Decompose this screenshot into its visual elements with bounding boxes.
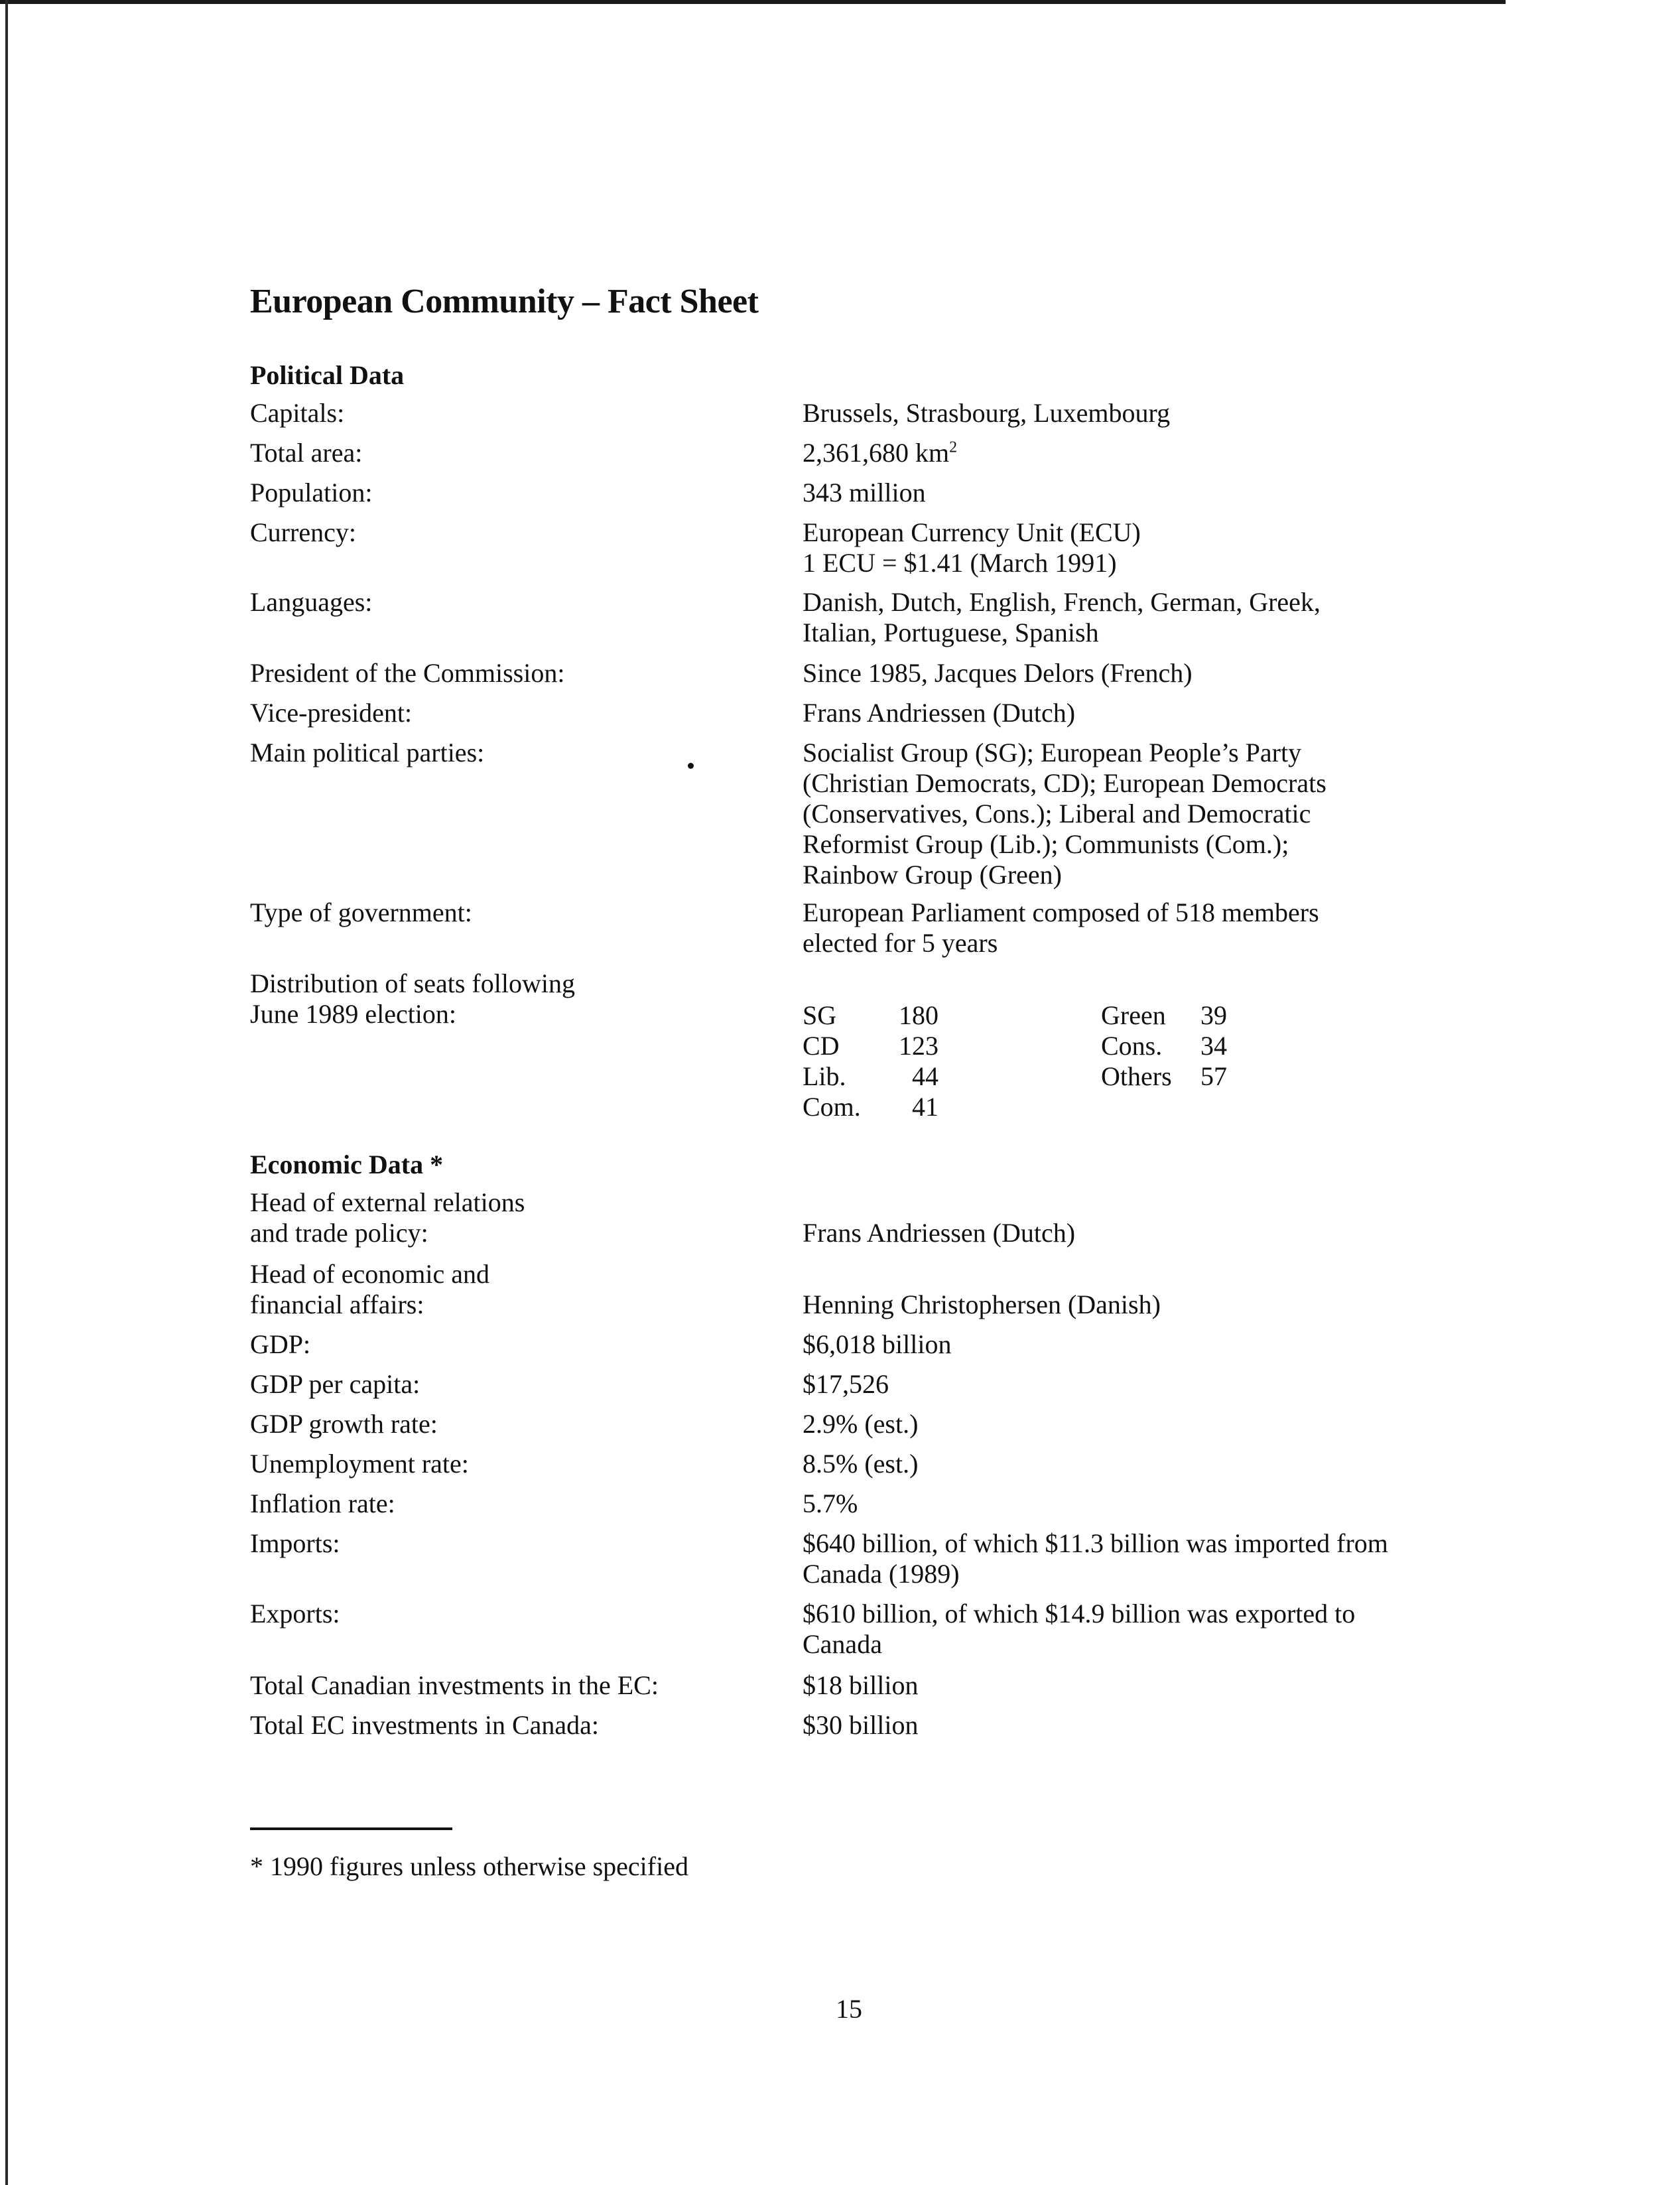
seat-party: SG xyxy=(803,1000,837,1030)
seat-count: 180 xyxy=(899,1000,938,1030)
population-label: Population: xyxy=(250,478,373,507)
inflation-value: 5.7% xyxy=(803,1489,858,1518)
president-value: Since 1985, Jacques Delors (French) xyxy=(803,658,1193,688)
seat-party: CD xyxy=(803,1031,840,1061)
seat-party: Green xyxy=(1101,1000,1166,1030)
footnote-divider xyxy=(250,1827,452,1830)
page-title: European Community – Fact Sheet xyxy=(250,283,759,320)
government-type-label: Type of government: xyxy=(250,897,472,927)
inflation-label: Inflation rate: xyxy=(250,1489,395,1518)
unemployment-label: Unemployment rate: xyxy=(250,1449,469,1479)
ec-investments-value: $30 billion xyxy=(803,1710,919,1740)
seat-count: 41 xyxy=(912,1092,938,1122)
seat-party: Com. xyxy=(803,1092,861,1122)
total-area-label: Total area: xyxy=(250,438,363,468)
gdp-per-capita-value: $17,526 xyxy=(803,1369,889,1399)
languages-value: Danish, Dutch, English, French, German, Greek, Italian, Portuguese, Spanish xyxy=(803,587,1321,647)
external-relations-label: Head of external relations and trade policy: xyxy=(250,1187,525,1248)
seat-party: Cons. xyxy=(1101,1031,1163,1061)
president-label: President of the Commission: xyxy=(250,658,565,688)
economic-affairs-label: Head of economic and financial affairs: xyxy=(250,1259,489,1319)
external-relations-value: Frans Andriessen (Dutch) xyxy=(803,1218,1076,1248)
scan-top-edge xyxy=(0,0,1506,4)
canadian-investments-value: $18 billion xyxy=(803,1670,919,1700)
seat-count: 57 xyxy=(1200,1061,1227,1091)
seat-count: 44 xyxy=(912,1061,938,1091)
capitals-value: Brussels, Strasbourg, Luxembourg xyxy=(803,398,1171,428)
gdp-label: GDP: xyxy=(250,1329,311,1359)
capitals-label: Capitals: xyxy=(250,398,345,428)
imports-label: Imports: xyxy=(250,1528,340,1558)
exports-value: $610 billion, of which $14.9 billion was exported to Canada xyxy=(803,1599,1356,1659)
economic-data-heading: Economic Data * xyxy=(250,1150,444,1179)
scan-speck xyxy=(688,763,694,769)
seat-count: 39 xyxy=(1200,1000,1227,1030)
gdp-growth-value: 2.9% (est.) xyxy=(803,1409,919,1439)
economic-affairs-value: Henning Christophersen (Danish) xyxy=(803,1290,1161,1319)
government-type-value: European Parliament composed of 518 members elected for 5 years xyxy=(803,897,1319,958)
unemployment-value: 8.5% (est.) xyxy=(803,1449,919,1479)
population-value: 343 million xyxy=(803,478,926,507)
gdp-growth-label: GDP growth rate: xyxy=(250,1409,438,1439)
languages-label: Languages: xyxy=(250,587,373,617)
seat-count: 123 xyxy=(899,1031,938,1061)
footnote: * 1990 figures unless otherwise specified xyxy=(250,1851,688,1881)
canadian-investments-label: Total Canadian investments in the EC: xyxy=(250,1670,659,1700)
seat-distribution-label: Distribution of seats following June 1989 election: xyxy=(250,968,575,1029)
vice-president-value: Frans Andriessen (Dutch) xyxy=(803,698,1076,728)
political-parties-label: Main political parties: xyxy=(250,738,485,767)
political-data-heading: Political Data xyxy=(250,360,405,390)
scan-left-edge xyxy=(5,0,8,2185)
gdp-value: $6,018 billion xyxy=(803,1329,952,1359)
area-superscript: 2 xyxy=(949,438,958,456)
currency-value: European Currency Unit (ECU) 1 ECU = $1.41 (March 1991) xyxy=(803,517,1141,578)
seat-party: Others xyxy=(1101,1061,1172,1091)
ec-investments-label: Total EC investments in Canada: xyxy=(250,1710,599,1740)
imports-value: $640 billion, of which $11.3 billion was imported from Canada (1989) xyxy=(803,1528,1388,1589)
total-area-value: 2,361,680 $km^2$ xyxy=(803,438,958,468)
page-number: 15 xyxy=(836,1994,862,2024)
vice-president-label: Vice-president: xyxy=(250,698,413,728)
political-parties-value: Socialist Group (SG); European People’s Party (Christian Democrats, CD); European Democrats (Conservatives, Cons.); Liberal and Democratic Reformist Group (Lib.); Communists (Com.); Rainbow Group (Green) xyxy=(803,738,1326,890)
currency-label: Currency: xyxy=(250,517,356,547)
seat-count: 34 xyxy=(1200,1031,1227,1061)
exports-label: Exports: xyxy=(250,1599,340,1628)
seat-party: Lib. xyxy=(803,1061,846,1091)
gdp-per-capita-label: GDP per capita: xyxy=(250,1369,420,1399)
